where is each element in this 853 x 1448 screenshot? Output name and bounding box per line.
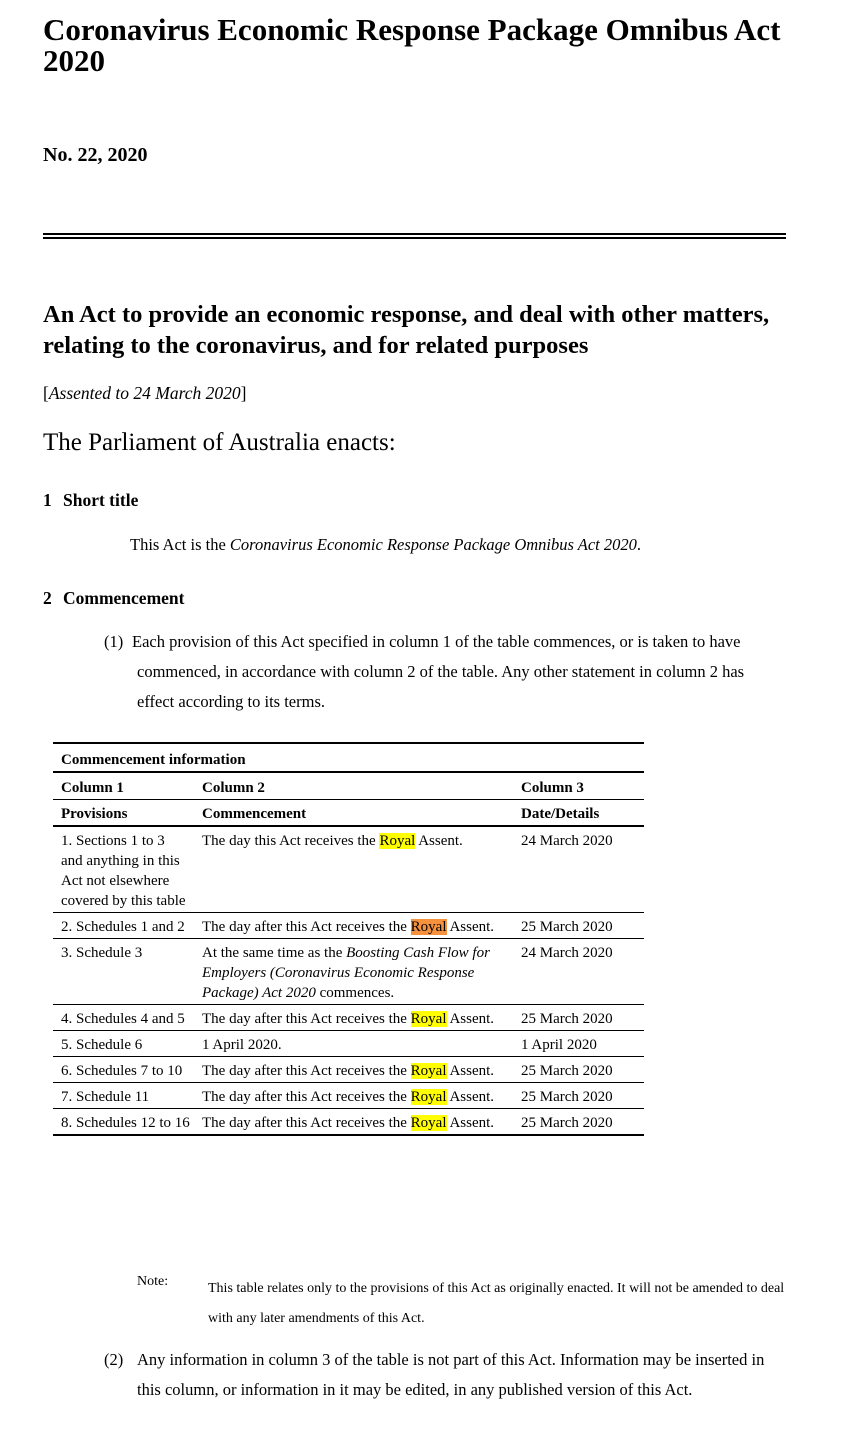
commencement-cell bbox=[194, 1057, 513, 1083]
date-cell: 24 March 2020 bbox=[513, 939, 644, 1005]
commencement-text-end: Assent. bbox=[446, 919, 495, 935]
table-row bbox=[53, 1057, 644, 1083]
commencement-cell bbox=[194, 1083, 513, 1109]
section-1-heading bbox=[43, 490, 138, 511]
table-row bbox=[53, 1031, 644, 1057]
commencement-text: The day after this Act receives the bbox=[202, 1115, 411, 1131]
date-details-header: Date/Details bbox=[513, 800, 644, 827]
commencement-header: Commencement bbox=[194, 800, 513, 827]
subsection-2-1-text: Each provision of this Act specified in column 1 of the table commences, or is taken to have commenced, in accordance with column 2 of the table. Any other statement in column 2 has effect according to its terms. bbox=[132, 632, 745, 711]
date-cell: 25 March 2020 bbox=[513, 1057, 644, 1083]
commencement-text: The day this Act receives the bbox=[202, 833, 380, 849]
commencement-cell bbox=[194, 1109, 513, 1136]
commencement-text-end: Assent. bbox=[446, 1089, 495, 1105]
provision-cell: 7. Schedule 11 bbox=[53, 1083, 194, 1109]
subsection-2-1-label: (1) bbox=[104, 632, 124, 651]
table-row bbox=[53, 939, 644, 1005]
subsection-2-1 bbox=[104, 627, 784, 717]
section-1-act-name: Coronavirus Economic Response Package Omnibus Act 2020 bbox=[229, 535, 637, 554]
column-1-header: Column 1 bbox=[53, 772, 194, 800]
commencement-text-end: Assent. bbox=[446, 1063, 495, 1079]
table-caption-row bbox=[53, 743, 644, 772]
commencement-cell bbox=[194, 1005, 513, 1031]
commencement-text-end: Assent. bbox=[415, 833, 463, 849]
provision-cell: 5. Schedule 6 bbox=[53, 1031, 194, 1057]
provisions-header: Provisions bbox=[53, 800, 194, 827]
assent-open-bracket: [ bbox=[43, 383, 49, 403]
title-rule-bottom bbox=[43, 237, 786, 239]
date-cell: 1 April 2020 bbox=[513, 1031, 644, 1057]
provision-cell: 8. Schedules 12 to 16 bbox=[53, 1109, 194, 1136]
date-cell: 25 March 2020 bbox=[513, 1005, 644, 1031]
date-cell: 25 March 2020 bbox=[513, 1083, 644, 1109]
provision-cell: 2. Schedules 1 and 2 bbox=[53, 913, 194, 939]
search-highlight: Royal bbox=[410, 1011, 447, 1027]
commencement-table bbox=[53, 742, 644, 1136]
search-highlight: Royal bbox=[410, 1063, 447, 1079]
subsection-2-2 bbox=[104, 1345, 784, 1405]
long-title: An Act to provide an economic response, and deal with other matters, relating to the coronavirus, and for related purposes bbox=[43, 301, 770, 359]
commencement-text: The day after this Act receives the bbox=[202, 919, 411, 935]
assent-date bbox=[43, 383, 246, 404]
table-subheader-row bbox=[53, 800, 644, 827]
table-column-header-row bbox=[53, 772, 644, 800]
commencement-cell bbox=[194, 826, 513, 913]
section-1-title: Short title bbox=[63, 490, 139, 510]
commencement-text: The day after this Act receives the bbox=[202, 1063, 411, 1079]
note-text: This table relates only to the provisions of this Act as originally enacted. It will not be amended to deal with any later amendments of this Act. bbox=[208, 1281, 785, 1326]
commencement-cell bbox=[194, 1031, 513, 1057]
commencement-text-end: Assent. bbox=[446, 1115, 495, 1131]
commencement-text: At the same time as the bbox=[202, 945, 347, 961]
provision-cell: 6. Schedules 7 to 10 bbox=[53, 1057, 194, 1083]
section-2-title: Commencement bbox=[63, 588, 185, 608]
act-reference: Boosting Cash Flow for Employers (Coronavirus Economic Response Package) Act 2020 bbox=[202, 945, 490, 1001]
search-highlight: Royal bbox=[410, 1089, 447, 1105]
commencement-text: 1 April 2020. bbox=[202, 1037, 282, 1053]
table-row bbox=[53, 1083, 644, 1109]
act-title: Coronavirus Economic Response Package Omnibus Act 2020 bbox=[43, 12, 781, 78]
provision-cell: 1. Sections 1 to 3 and anything in this Act not elsewhere covered by this table bbox=[53, 826, 194, 913]
section-2-number: 2 bbox=[43, 588, 52, 608]
section-2-heading bbox=[43, 588, 184, 609]
commencement-cell bbox=[194, 939, 513, 1005]
commencement-cell bbox=[194, 913, 513, 939]
table-row bbox=[53, 1005, 644, 1031]
act-number: No. 22, 2020 bbox=[43, 144, 148, 166]
commencement-text-end: Assent. bbox=[446, 1011, 495, 1027]
commencement-text: The day after this Act receives the bbox=[202, 1089, 411, 1105]
column-2-header: Column 2 bbox=[194, 772, 513, 800]
note-label: Note: bbox=[137, 1274, 169, 1289]
date-cell: 24 March 2020 bbox=[513, 826, 644, 913]
date-cell: 25 March 2020 bbox=[513, 913, 644, 939]
section-1-text bbox=[130, 535, 641, 555]
provision-cell: 4. Schedules 4 and 5 bbox=[53, 1005, 194, 1031]
section-1-text-prefix: This Act is the bbox=[130, 535, 230, 554]
title-rule-top bbox=[43, 233, 786, 235]
assent-text: Assented to 24 March 2020 bbox=[48, 383, 241, 403]
column-3-header: Column 3 bbox=[513, 772, 644, 800]
table-row bbox=[53, 913, 644, 939]
table-row bbox=[53, 826, 644, 913]
section-1-number: 1 bbox=[43, 490, 52, 510]
search-highlight-current: Royal bbox=[410, 919, 447, 935]
assent-close-bracket: ] bbox=[240, 383, 247, 403]
subsection-2-2-text: Any information in column 3 of the table is not part of this Act. Information may be inserted in this column, or information in it may be edited, in any published version of this Act. bbox=[137, 1350, 765, 1399]
commencement-text: The day after this Act receives the bbox=[202, 1011, 411, 1027]
table-row bbox=[53, 1109, 644, 1136]
search-highlight: Royal bbox=[379, 833, 416, 849]
provision-cell: 3. Schedule 3 bbox=[53, 939, 194, 1005]
enacting-words: The Parliament of Australia enacts: bbox=[43, 429, 396, 456]
date-cell: 25 March 2020 bbox=[513, 1109, 644, 1136]
search-highlight: Royal bbox=[410, 1115, 447, 1131]
subsection-2-2-label: (2) bbox=[104, 1350, 124, 1369]
section-1-text-suffix: . bbox=[636, 535, 641, 554]
table-caption: Commencement information bbox=[53, 743, 644, 772]
commencement-text-end: commences. bbox=[315, 985, 395, 1001]
